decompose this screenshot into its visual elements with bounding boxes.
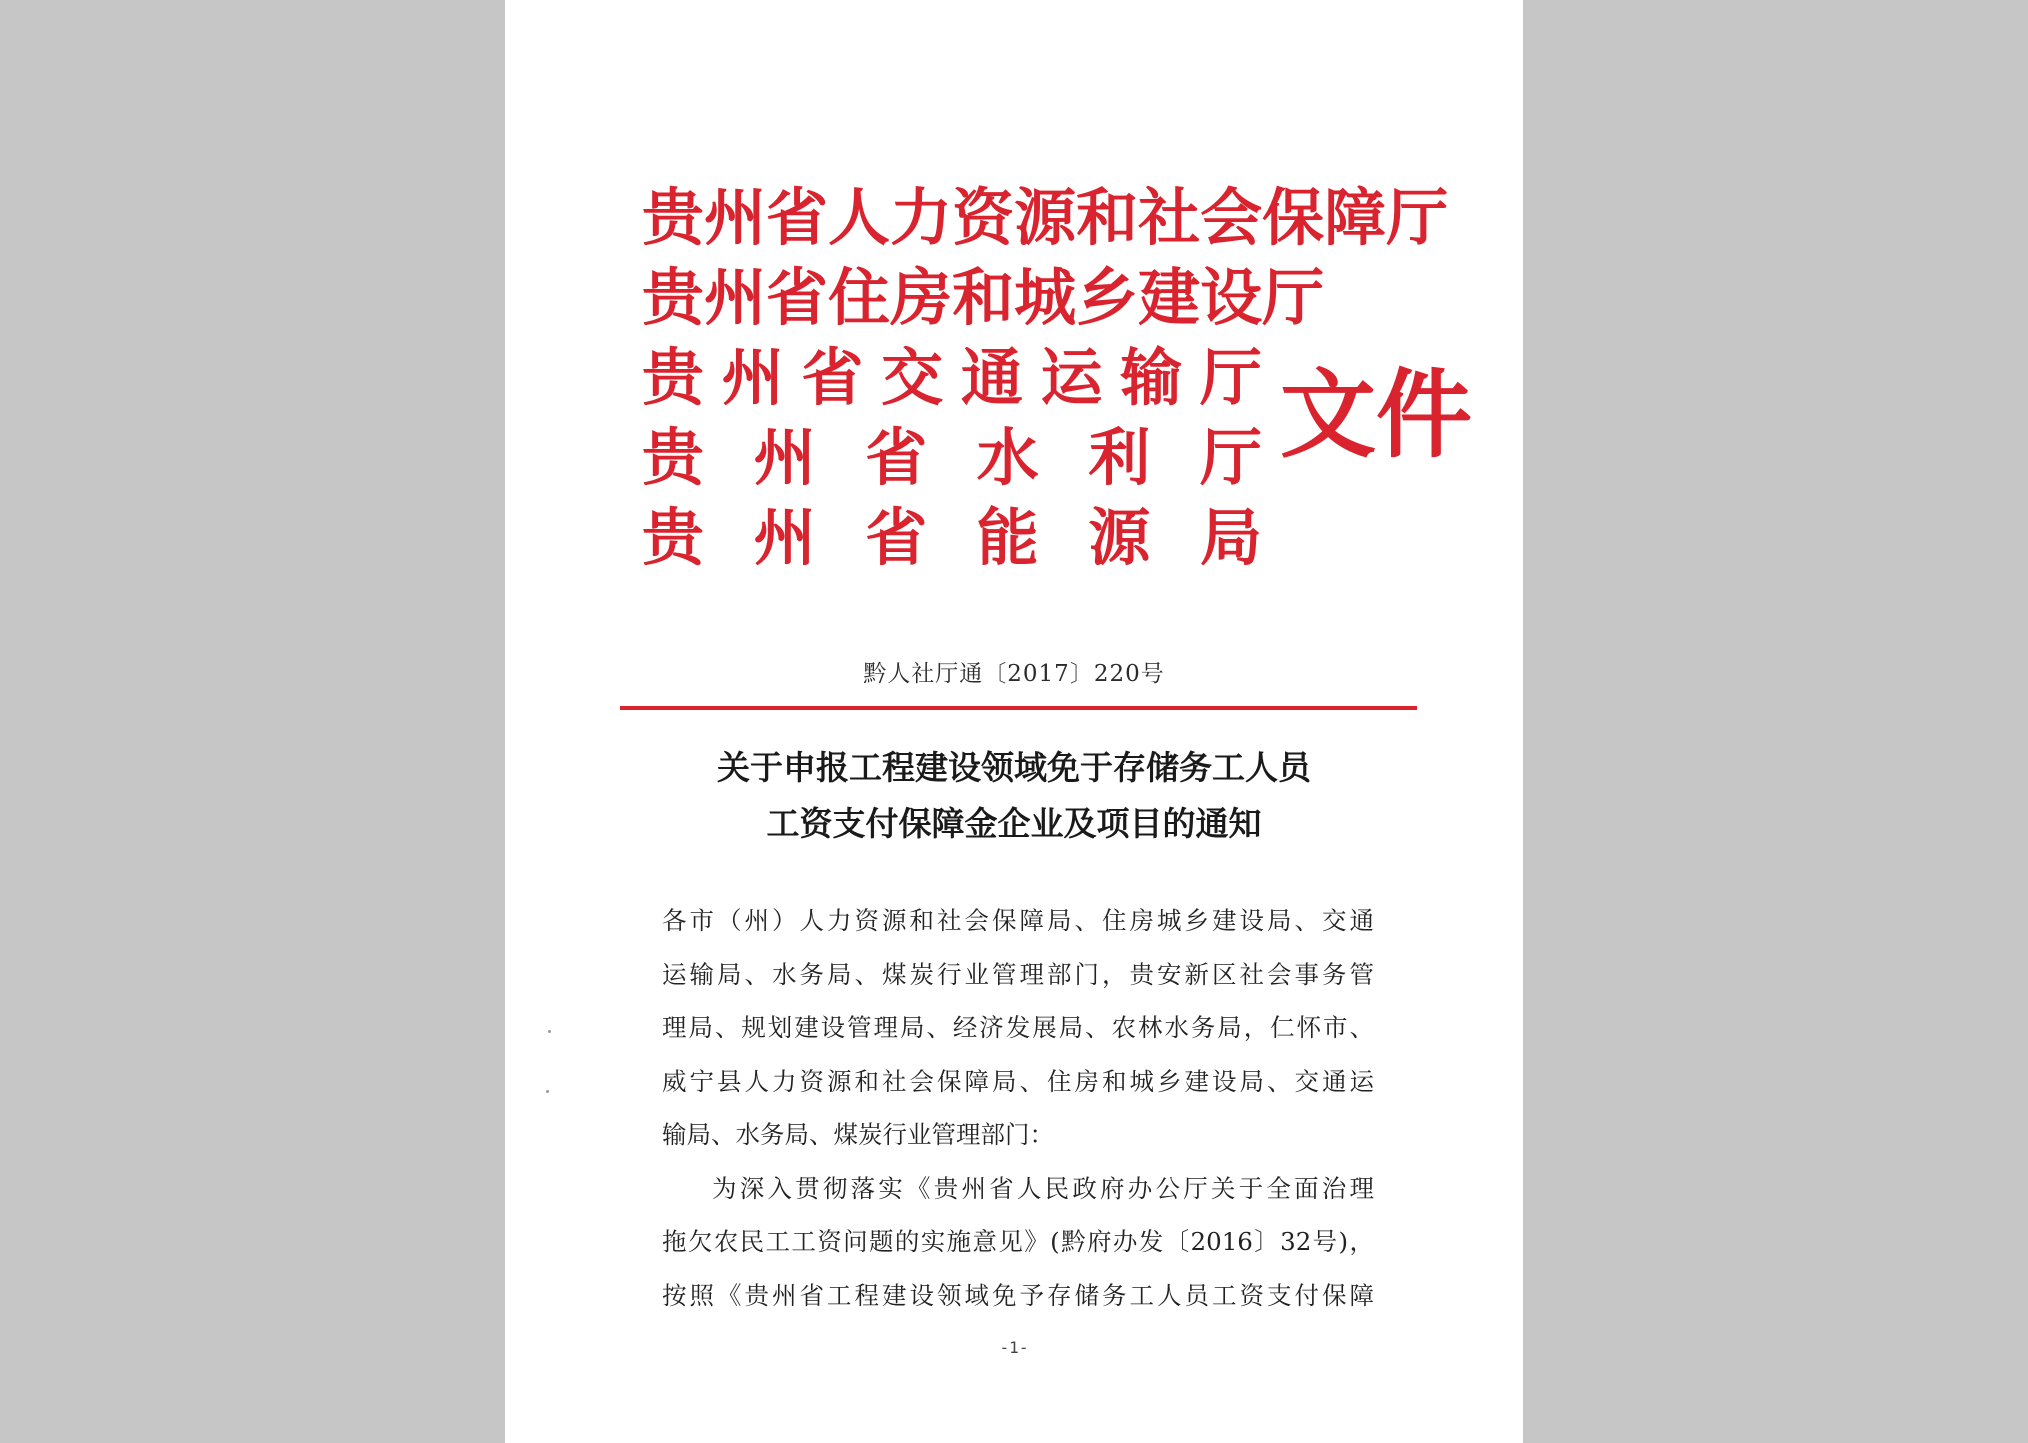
issuer-line: 贵 州 省 水 利 厅 (642, 421, 1262, 494)
notice-body (662, 894, 1374, 1322)
title-line-1: 关于申报工程建设领域免于存储务工人员 (717, 748, 1311, 787)
document-page (505, 0, 1523, 1443)
title-line-2: 工资支付保障金企业及项目的通知 (766, 804, 1262, 843)
issuer-line: 贵 州 省 人 力 资 源 和 社 会 保 障 厅 (642, 181, 1449, 254)
body-line: 理局、规划建设管理局、经济发展局、农林水务局，仁怀市、 (662, 1013, 1374, 1042)
red-separator-line (620, 706, 1417, 710)
scan-speck (546, 1090, 549, 1093)
issuer-line: 贵 州 省 交 通 运 输 厅 (642, 341, 1262, 414)
page-number: -1- (999, 1338, 1029, 1357)
body-line: 拖欠农民工工资问题的实施意见》(黔府办发〔2016〕32号)， (662, 1227, 1374, 1256)
body-line: 输局、水务局、煤炭行业管理部门： (662, 1120, 1054, 1149)
document-number: 黔人社厅通〔2017〕220号 (863, 661, 1165, 687)
body-line: 运输局、水务局、煤炭行业管理部门，贵安新区社会事务管 (662, 959, 1374, 989)
scan-speck (548, 1030, 551, 1033)
body-line: 为深入贯彻落实《贵州省人民政府办公厅关于全面治理 (712, 1173, 1374, 1203)
notice-title (505, 740, 1523, 852)
body-line: 各市（州）人力资源和社会保障局、住房城乡建设局、交通 (662, 906, 1374, 935)
issuer-line: 贵 州 省 能 源 局 (642, 501, 1262, 574)
issuer-line: 贵 州 省 住 房 和 城 乡 建 设 厅 (642, 261, 1325, 334)
body-line: 按照《贵州省工程建设领域免予存储务工人员工资支付保障 (662, 1280, 1374, 1310)
document-word: 文件 (1280, 358, 1472, 471)
body-line: 威宁县人力资源和社会保障局、住房和城乡建设局、交通运 (662, 1066, 1374, 1096)
